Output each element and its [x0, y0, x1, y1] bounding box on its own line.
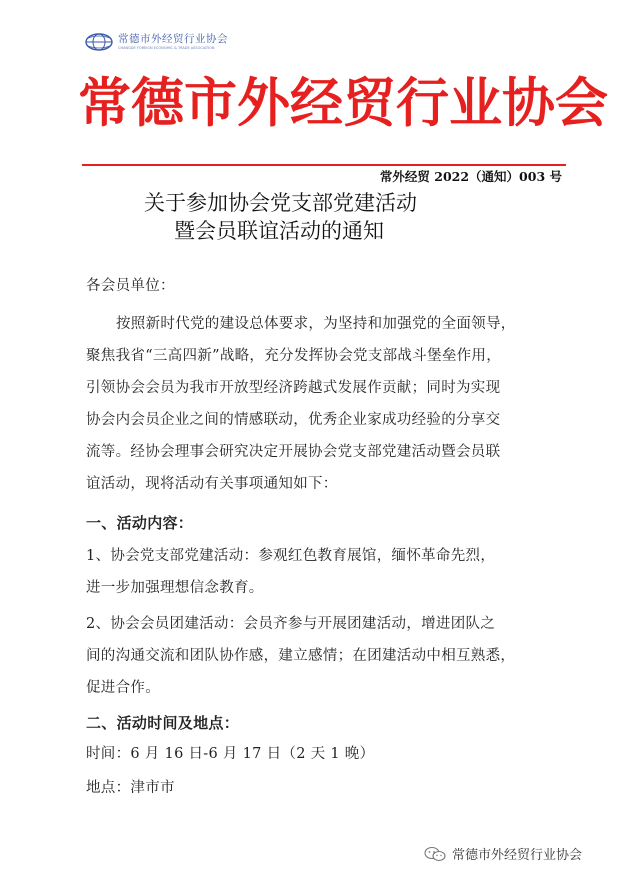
paragraph-line: 按照新时代党的建设总体要求，为坚持和加强党的全面领导，	[116, 316, 516, 332]
list-item-line: 2、协会会员团建活动：会员齐参与开展团建活动，增进团队之	[86, 616, 496, 632]
wechat-icon	[424, 846, 446, 862]
globe-logo-icon	[84, 32, 114, 52]
salutation: 各会员单位：	[86, 278, 175, 294]
section-heading-content: 一、活动内容：	[86, 514, 194, 532]
logo-text: 常德市外经贸行业协会	[118, 33, 228, 45]
event-place: 地点：津市市	[86, 780, 175, 796]
document-number: 常外经贸 2022（通知）003 号	[379, 169, 562, 184]
notice-title-line-1: 关于参加协会党支部党建活动	[144, 191, 417, 215]
paragraph-line: 协会内会员企业之间的情感联动，优秀企业家成功经验的分享交	[86, 412, 501, 428]
section-heading-time-place: 二、活动时间及地点：	[86, 714, 240, 732]
list-item-line: 1、协会党支部党建活动：参观红色教育展馆，缅怀革命先烈，	[86, 548, 496, 564]
masthead-divider	[82, 164, 566, 166]
masthead-title: 常德市外经贸行业协会	[78, 73, 608, 134]
logo-subtext: CHANGDE FOREIGN ECONOMIC & TRADE ASSOCIATION	[118, 46, 215, 50]
list-item-line: 间的沟通交流和团队协作感，建立感情；在团建活动中相互熟悉，	[86, 648, 516, 664]
list-item-line: 进一步加强理想信念教育。	[86, 580, 264, 596]
paragraph-line: 聚焦我省“三高四新”战略，充分发挥协会党支部战斗堡垒作用，	[86, 348, 502, 364]
paragraph-line: 引领协会会员为我市开放型经济跨越式发展作贡献；同时为实现	[86, 380, 501, 396]
paragraph-line: 谊活动，现将活动有关事项通知如下：	[86, 476, 338, 492]
watermark-text: 常德市外经贸行业协会	[452, 848, 583, 863]
notice-title-line-2: 暨会员联谊活动的通知	[174, 219, 384, 243]
list-item-line: 促进合作。	[86, 680, 160, 696]
paragraph-line: 流等。经协会理事会研究决定开展协会党支部党建活动暨会员联	[86, 444, 501, 460]
wechat-watermark	[424, 844, 582, 863]
event-time: 时间：6 月 16 日-6 月 17 日（2 天 1 晚）	[86, 746, 375, 762]
association-logo	[84, 32, 228, 52]
